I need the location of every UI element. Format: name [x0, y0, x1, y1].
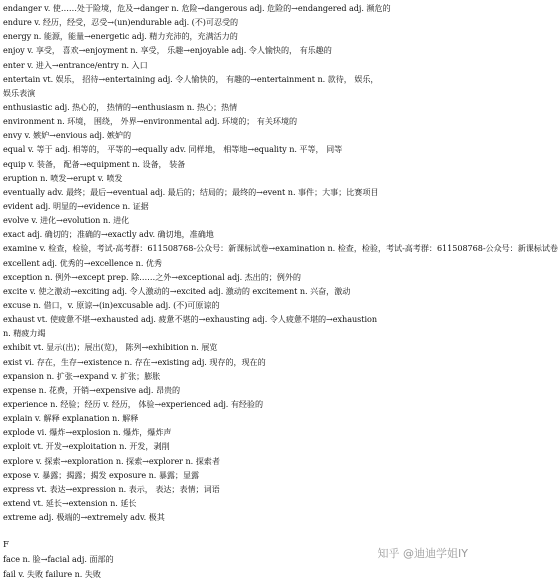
entry-equip: equip v. 装备， 配备→equipment n. 设备， 装备 — [3, 158, 186, 169]
entry-entertain: entertain vt. 娱乐， 招待→entertaining adj. 令人愉快的， 有趣的→entertainment n. 款待， 娱乐， — [3, 73, 379, 84]
entry-evolve: evolve v. 进化→evolution n. 进化 — [3, 215, 130, 226]
entry-excellent: excellent adj. 优秀的→excellence n. 优秀 — [3, 257, 162, 268]
entry-express: express vt. 表达→expression n. 表示， 表达；表情；词语 — [3, 483, 220, 494]
entry-exact: exact adj. 确切的；准确的→exactly adv. 确切地，准确地 — [3, 229, 214, 240]
entry-environment: environment n. 环境， 围绕， 外界→environmental adj. 环境的； 有关环境的 — [3, 116, 298, 127]
entry-explode: explode vi. 爆炸→explosion n. 爆炸，爆炸声 — [3, 427, 172, 438]
entry-endure: endure v. 经历，经受，忍受→(un)endurable adj. (不)可忍受的 — [3, 17, 239, 28]
entry-eruption: eruption n. 喷发→erupt v. 喷发 — [3, 172, 123, 183]
entry-exploit: exploit vt. 开发→exploitation n. 开发，剥削 — [3, 441, 170, 452]
entry-expense: expense n. 花费，开销→expensive adj. 昂贵的 — [3, 384, 181, 395]
entry-examine: examine v. 检查，检验，考试-高考群：611508768-公众号：新课标试卷→examination n. 检查，检验，考试-高考群：611508768-公众号：新课标试卷 — [3, 243, 558, 254]
entry-equal: equal v. 等于 adj. 相等的， 平等的→equally adv. 同样地， 相等地→equality n. 平等， 同等 — [3, 144, 343, 155]
entry-extreme: extreme adj. 极端的→extremely adv. 极其 — [3, 512, 165, 523]
entry-exhibit: exhibit vt. 显示(出)；展出(览)， 陈列→exhibition n. 展览 — [3, 342, 218, 353]
entry-envy: envy v. 嫉妒→envious adj. 嫉妒的 — [3, 130, 132, 141]
entry-entertain-cont: 娱乐表演 — [3, 87, 36, 98]
entry-evident: evident adj. 明显的→evidence n. 证据 — [3, 200, 149, 211]
entry-face: face n. 脸→facial adj. 面部的 — [3, 554, 114, 565]
blank-line — [3, 524, 470, 538]
entry-expose: expose v. 暴露；揭露；揭发 exposure n. 暴露；显露 — [3, 469, 200, 480]
entry-exhaust: exhaust vt. 使疲惫不堪→exhausted adj. 疲惫不堪的→exhausting adj. 令人疲惫不堪的→exhaustion — [3, 314, 377, 325]
entry-fail: fail v. 失败 failure n. 失败 — [3, 568, 101, 579]
entry-expansion: expansion n. 扩张→expand v. 扩张；膨胀 — [3, 370, 161, 381]
entry-exhaust-cont: n. 精疲力竭 — [3, 328, 46, 339]
entry-exception: exception n. 例外→except prep. 除……之外→exceptional adj. 杰出的；例外的 — [3, 271, 301, 282]
entry-excuse: excuse n. 借口，v. 原谅→(in)excusable adj. (不)可原谅的 — [3, 299, 220, 310]
entry-energy: energy n. 能源，能量→energetic adj. 精力充沛的，充满活力的 — [3, 31, 238, 42]
entry-explore: explore v. 探索→exploration n. 探索→explorer n. 探索者 — [3, 455, 220, 466]
entry-enjoy: enjoy v. 享受， 喜欢→enjoyment n. 享受， 乐趣→enjoyable adj. 令人愉快的， 有乐趣的 — [3, 45, 332, 56]
entry-endanger: endanger v. 使……处于险境，危及→danger n. 危险→dangerous adj. 危险的→endangered adj. 濒危的 — [3, 3, 391, 13]
entry-enter: enter v. 进入→entrance/entry n. 入口 — [3, 59, 148, 70]
entry-exist: exist vi. 存在，生存→existence n. 存在→existing adj. 现存的，现在的 — [3, 356, 266, 367]
section-heading-f: F — [3, 540, 9, 551]
entry-explain: explain v. 解释 explanation n. 解释 — [3, 413, 139, 424]
watermark-text: 知乎 @迪迪学姐IY — [377, 547, 468, 560]
entry-eventually: eventually adv. 最终；最后→eventual adj. 最后的；结局的；最终的→event n. 事件；大事；比赛项目 — [3, 186, 379, 197]
entry-extend: extend vt. 延长→extension n. 延长 — [3, 497, 137, 508]
entry-excite: excite v. 使之激动→exciting adj. 令人激动的→excited adj. 激动的 excitement n. 兴奋，激动 — [3, 285, 351, 296]
entry-enthusiastic: enthusiastic adj. 热心的， 热情的→enthusiasm n. 热心；热情 — [3, 101, 238, 112]
entry-experience: experience n. 经验；经历 v. 经历， 体验→experienced adj. 有经验的 — [3, 398, 264, 409]
